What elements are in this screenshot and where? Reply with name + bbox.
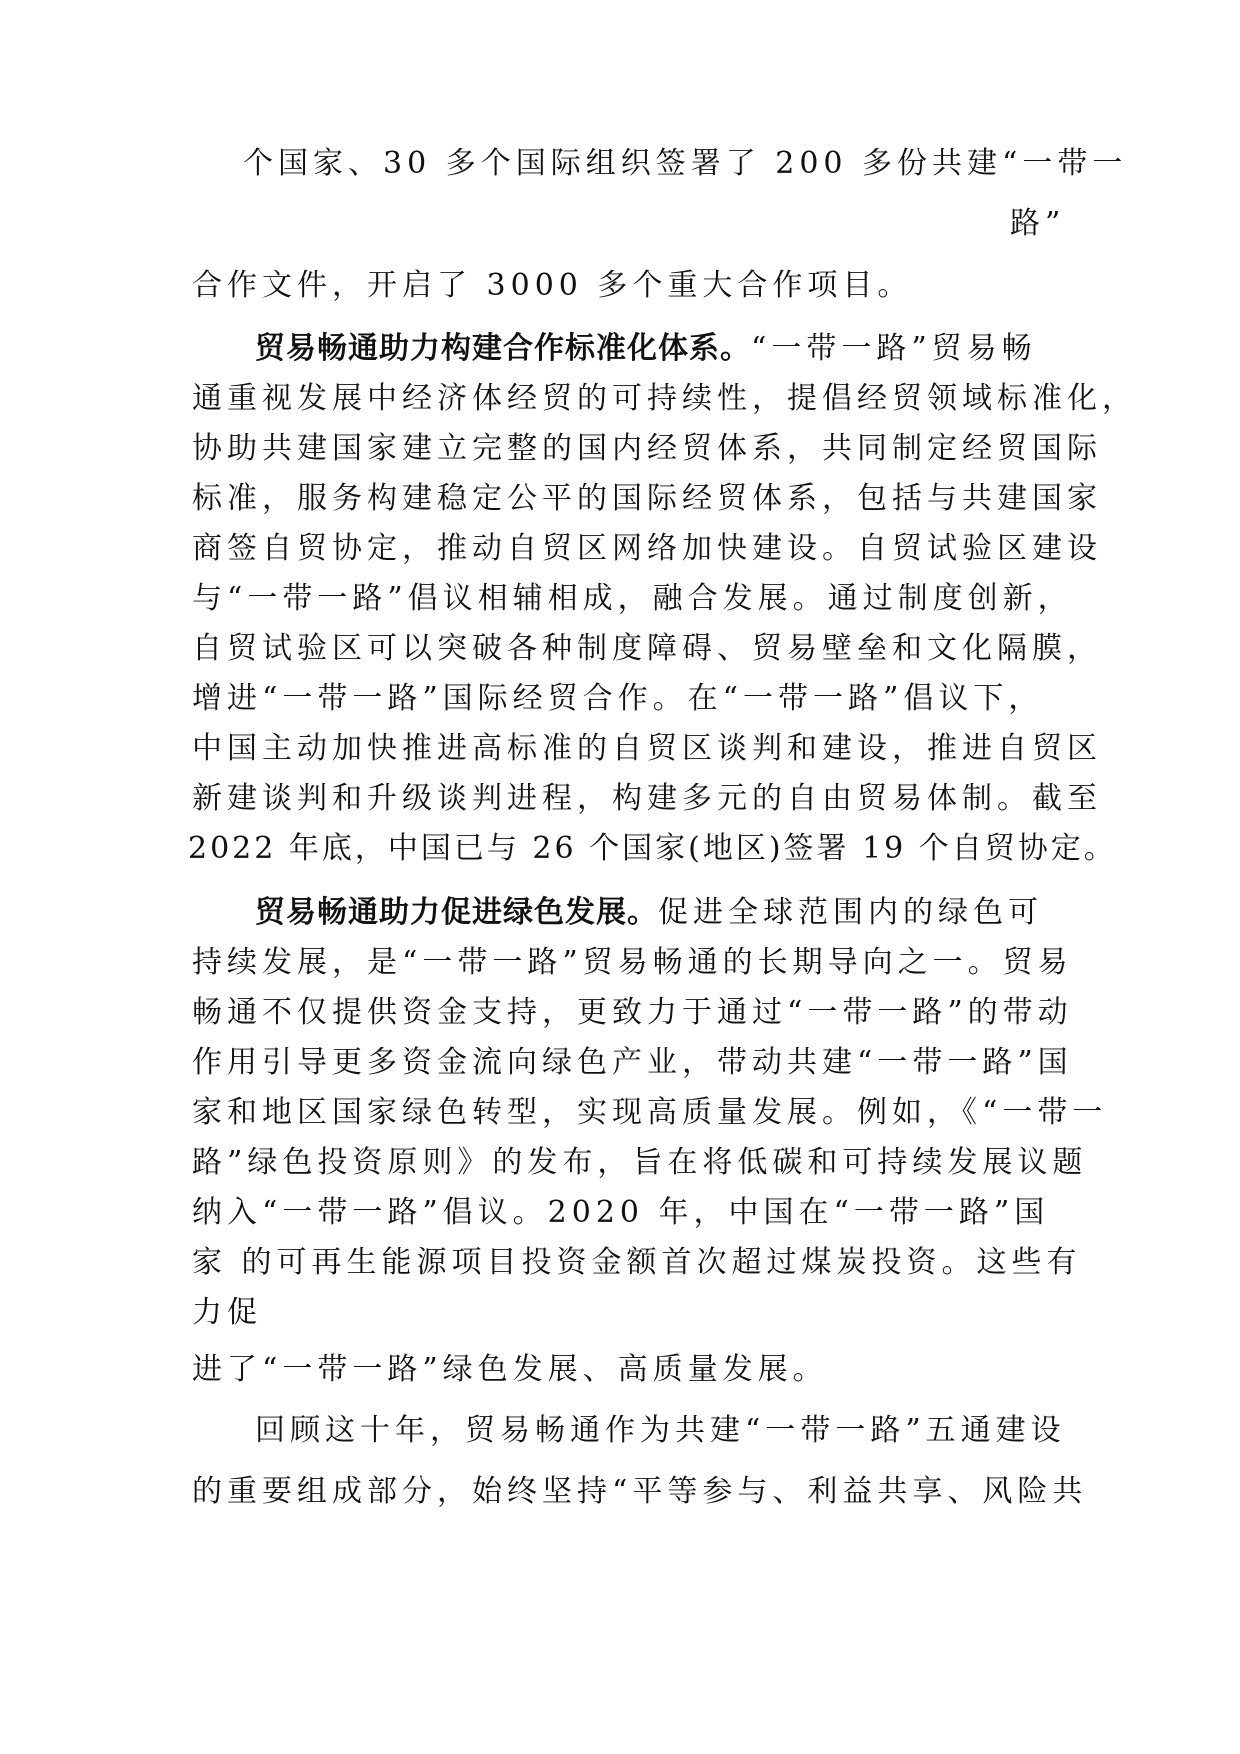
- text-line: 纳入“一带一路”倡议。2020 年，中国在“一带一路”国: [192, 1195, 1050, 1230]
- text-line: 路”: [1010, 206, 1066, 241]
- text-line: 进了“一带一路”绿色发展、高质量发展。: [192, 1352, 828, 1387]
- text-line: 自贸试验区可以突破各种制度障碍、贸易壁垒和文化隔膜，: [192, 631, 1102, 666]
- text-line: 协助共建国家建立完整的国内经贸体系，共同制定经贸国际: [192, 431, 1102, 466]
- section-heading: 贸易畅通助力促进绿色发展。: [255, 895, 658, 930]
- text-line: 商签自贸协定，推动自贸区网络加快建设。自贸试验区建设: [192, 531, 1102, 566]
- text-line: 标准，服务构建稳定公平的国际经贸体系，包括与共建国家: [192, 481, 1102, 516]
- text-line: 家 的可再生能源项目投资金额首次超过煤炭投资。这些有: [192, 1245, 1082, 1280]
- section-heading: 贸易畅通助力构建合作标准化体系。: [255, 331, 751, 366]
- text-line: 新建谈判和升级谈判进程，构建多元的自由贸易体制。截至: [192, 781, 1102, 816]
- text-line: 与“一带一路”倡议相辅相成，融合发展。通过制度创新，: [192, 581, 1073, 616]
- text-run: 促进全球范围内的绿色可: [658, 895, 1043, 930]
- text-line: 2022 年底，中国已与 26 个国家(地区)签署 19 个自贸协定。: [188, 831, 1117, 866]
- text-line: 增进“一带一路”国际经贸合作。在“一带一路”倡议下，: [192, 681, 1044, 716]
- text-line: 回顾这十年，贸易畅通作为共建“一带一路”五通建设: [255, 1413, 1066, 1448]
- text-line: 中国主动加快推进高标准的自贸区谈判和建设，推进自贸区: [192, 731, 1102, 766]
- text-line: 个国家、30 多个国际组织签署了 200 多份共建“一带一: [243, 146, 1128, 181]
- text-line: 家和地区国家绿色转型，实现高质量发展。例如，《“一带一: [192, 1095, 1108, 1130]
- paragraph-line: [255, 895, 1043, 931]
- text-line: 力促: [192, 1295, 262, 1330]
- text-line: 通重视发展中经济体经贸的可持续性，提倡经贸领域标准化，: [192, 381, 1137, 416]
- text-line: 持续发展，是“一带一路”贸易畅通的长期导向之一。贸易: [192, 945, 1073, 980]
- text-run: “一带一路”贸易畅: [751, 331, 1037, 366]
- text-line: 合作文件，开启了 3000 多个重大合作项目。: [192, 268, 913, 303]
- text-line: 的重要组成部分，始终坚持“平等参与、利益共享、风险共: [192, 1474, 1088, 1509]
- paragraph-line: [255, 331, 1037, 367]
- text-line: 畅通不仅提供资金支持，更致力于通过“一带一路”的带动: [192, 995, 1073, 1030]
- text-line: 路”绿色投资原则》的发布，旨在将低碳和可持续发展议题: [192, 1145, 1088, 1180]
- text-line: 作用引导更多资金流向绿色产业，带动共建“一带一路”国: [192, 1045, 1073, 1080]
